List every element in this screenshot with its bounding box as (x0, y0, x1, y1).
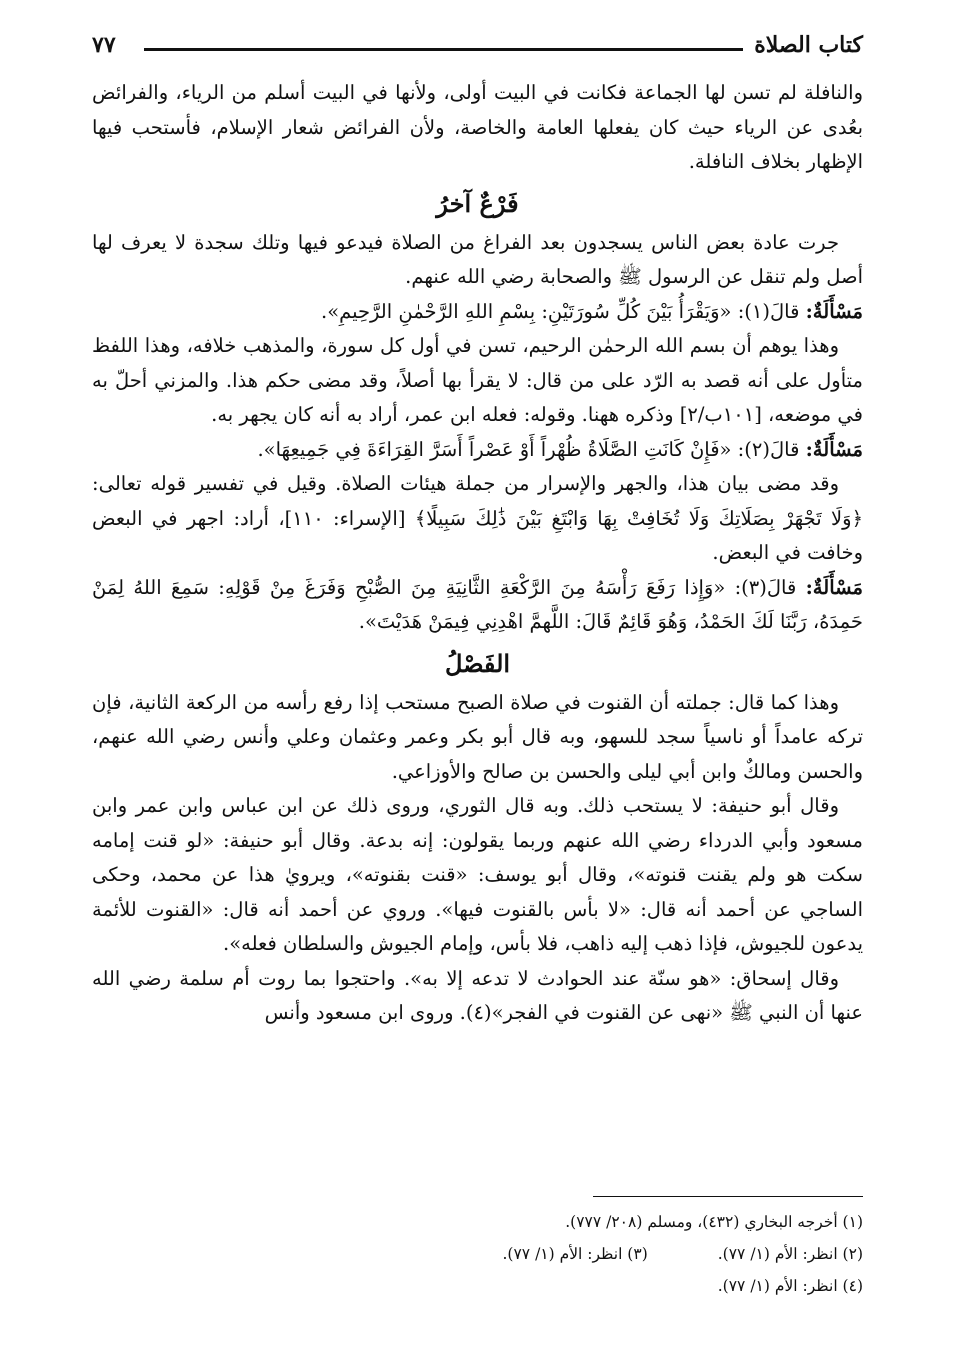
paragraph-3: وهذا يوهم أن بسم الله الرحمٰن الرحيم، تسن في أول كل سورة، والمذهب خلافه، وهذا اللفظ متأول على أنه قصد به الرّد على من قال: لا يقرأ بها أصلاً، وقد مضى حكم هذا. والمزني أحلّ به في موضعه، [١٠١ب/٢] وذكره ههنا. وقوله: فعله ابن عمر، أراد به أنه كان يجهر به. (92, 334, 863, 426)
masala-3 (92, 571, 863, 640)
section-heading-far-akhar: فَرْعٌ آخرُ (436, 188, 519, 218)
masala-label: مَسْأَلَةٌ: (805, 437, 863, 461)
paragraph-2: جرت عادة بعض الناس يسجدون بعد الفراغ من الصلاة فيدعو فيها وتلك سجدة لا يعرف لها أصل ولم تنقل عن الرسول ﷺ والصحابة رضي الله عنهم. (92, 230, 863, 288)
masala-1-text: قالَ(١): «وَيَقْرَأُ بَيْنَ كُلِّ سُورَتَيْنِ: بِسْمِ اللهِ الرَّحْمٰنِ الرَّحِيمِ». (321, 299, 800, 323)
paragraph-1: والنافلة لم تسن لها الجماعة فكانت في البيت أولى، ولأنها في البيت أسلم من الرياء، والفرائض بعُدى عن الرياء حيث كان يفعلها العامة والخاصة، ولأن الفرائض شعار الإسلام، فأستحب فيها الإظهار بخلاف النافلة. (92, 81, 863, 173)
paragraph-7: وقال إسحاق: «هو سنّة عند الحوادث لا تدعه إلا به». واحتجوا بما روت أم سلمة رضي الله عنها أن النبي ﷺ «نهى عن القنوت في الفجر»(٤). وروى ابن مسعود وأنس (92, 966, 863, 1024)
header-rule (144, 48, 743, 51)
masala-1 (92, 295, 863, 330)
book-title: كتاب الصلاة (754, 32, 863, 58)
page-number: ٧٧ (92, 32, 116, 58)
footnote-separator (593, 1196, 863, 1197)
footnote-3: (٣) انظر: الأم (١/ ٧٧). (502, 1245, 648, 1263)
footnote-4: (٤) انظر: الأم (١/ ٧٧). (717, 1277, 863, 1295)
footnotes (92, 1206, 863, 1302)
masala-2-text: قالَ(٢): «فَإِنْ كَانَتِ الصَّلَاةُ ظُهْراً أَوْ عَصْراً أَسَرَّ القِرَاءَةَ فِي جَمِيعِهَا». (257, 437, 800, 461)
paragraph-4: وقد مضى بيان هذا، والجهر والإسرار من جملة هيئات الصلاة. وقيل في تفسير قوله تعالى: ﴿وَلَا تَجْهَرْ بِصَلَاتِكَ وَلَا تُخَافِتْ بِهَا وَابْتَغِ بَيْنَ ذَٰلِكَ سَبِيلًا﴾ [الإسراء: ١١٠]، أراد: اجهر في البعض وخافت في البعض. (92, 472, 863, 564)
paragraph-5: وهذا كما قال: جملته أن القنوت في صلاة الصبح مستحب إذا رفع رأسه من الركعة الثانية، فإن تركه عامداً أو ناسياً سجد للسهو، وبه قال أبو بكر وعمر وعثمان وعلي وأنس رضي الله عنهم، والحسن ومالكٌ وابن أبي ليلى والحسن بن صالح والأوزاعي. (92, 690, 863, 783)
footnote-2: (٢) انظر: الأم (١/ ٧٧). (717, 1245, 863, 1263)
running-header (92, 30, 863, 64)
masala-label: مَسْأَلَةٌ: (805, 299, 863, 323)
footnote-row (92, 1238, 863, 1270)
masala-label: مَسْأَلَةٌ: (805, 575, 863, 599)
masala-3-text: قالَ(٣): «وَإِذا رَفَعَ رَأْسَهُ مِنَ الرَّكْعَةِ الثَّانِيَةِ مِنَ الصُّبْحِ وَفَرَغَ مِنْ قَوْلِهِ: سَمِعَ اللهُ لِمَنْ حَمِدَهُ، رَبَّنَا لَكَ الحَمْدُ، وَهُوَ قَائِمٌ قَالَ: اللَّهمَّ اهْدِنِي فِيمَنْ هَدَيْتَ». (92, 575, 863, 633)
paragraph-6: وقال أبو حنيفة: لا يستحب ذلك. وبه قال الثوري، وروى ذلك عن ابن عباس وابن عمر وابن مسعود وأبي الدرداء رضي الله عنهم وربما يقولون: إنه بدعة. وقال أبو حنيفة: «لو قنت إمامه سكت هو ولم يقنت قنوته»، وقال أبو يوسف: «قنت بقنوته»، ويرويٰ هذا عن محمد، وحكى الساجي عن أحمد أنه قال: «لا بأس بالقنوت فيها». وروي عن أحمد أنه قال: «القنوت للأئمة يدعون للجيوش، فإذا ذهب إليه ذاهب، فلا بأس، وإمام الجيوش والسلطان فعله». (92, 794, 863, 955)
footnote-1: (١) أخرجه البخاري (٤٣٢)، ومسلم (٢٠٨/ ٧٧٧). (565, 1213, 863, 1231)
masala-2 (92, 433, 863, 468)
section-heading-fasl: الفَصْلُ (444, 648, 511, 678)
main-text (92, 76, 863, 1031)
